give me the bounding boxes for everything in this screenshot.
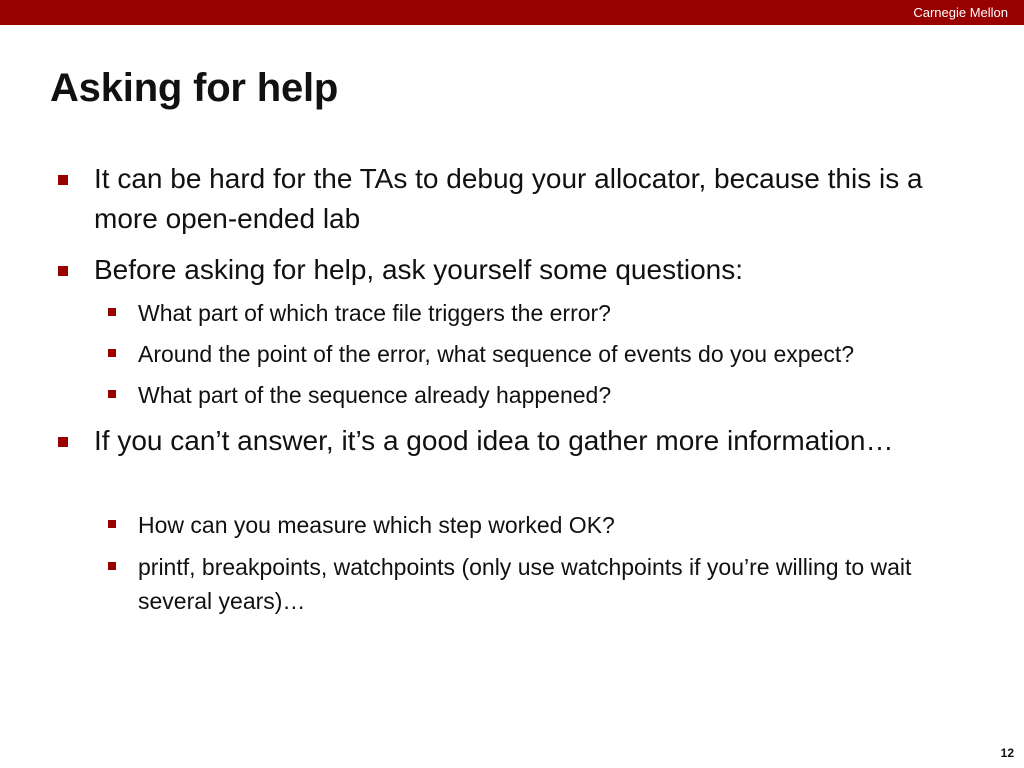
page-number: 12: [1000, 746, 1014, 760]
bullet-text: It can be hard for the TAs to debug your allocator, because this is a more open-ended lab: [94, 163, 923, 234]
sub-bullet-item: [108, 508, 988, 542]
square-sub-bullet-icon: [108, 562, 116, 570]
square-sub-bullet-icon: [108, 390, 116, 398]
sub-bullet-text: What part of which trace file triggers the error?: [138, 300, 611, 326]
slide-title: Asking for help: [50, 66, 339, 110]
sub-bullet-item: [108, 296, 988, 330]
bullet-text: Before asking for help, ask yourself some questions:: [94, 254, 744, 285]
sub-bullet-text: What part of the sequence already happened?: [138, 382, 612, 408]
bullet-text: If you can’t answer, it’s a good idea to gather more information…: [94, 425, 894, 456]
square-bullet-icon: [58, 437, 68, 447]
bullet-item: [58, 250, 938, 290]
sub-bullet-item: [108, 550, 988, 618]
square-bullet-icon: [58, 266, 68, 276]
top-header-bar: [0, 0, 1024, 25]
bullet-item: [58, 159, 938, 239]
sub-bullet-text: printf, breakpoints, watchpoints (only use watchpoints if you’re willing to wait several years)…: [138, 554, 912, 614]
bullet-item: [58, 421, 938, 461]
square-sub-bullet-icon: [108, 349, 116, 357]
square-sub-bullet-icon: [108, 308, 116, 316]
org-name: Carnegie Mellon: [913, 5, 1008, 20]
square-sub-bullet-icon: [108, 520, 116, 528]
square-bullet-icon: [58, 175, 68, 185]
sub-bullet-text: Around the point of the error, what sequence of events do you expect?: [138, 341, 855, 367]
sub-bullet-item: [108, 378, 988, 412]
sub-bullet-item: [108, 337, 988, 371]
sub-bullet-text: How can you measure which step worked OK?: [138, 512, 615, 538]
